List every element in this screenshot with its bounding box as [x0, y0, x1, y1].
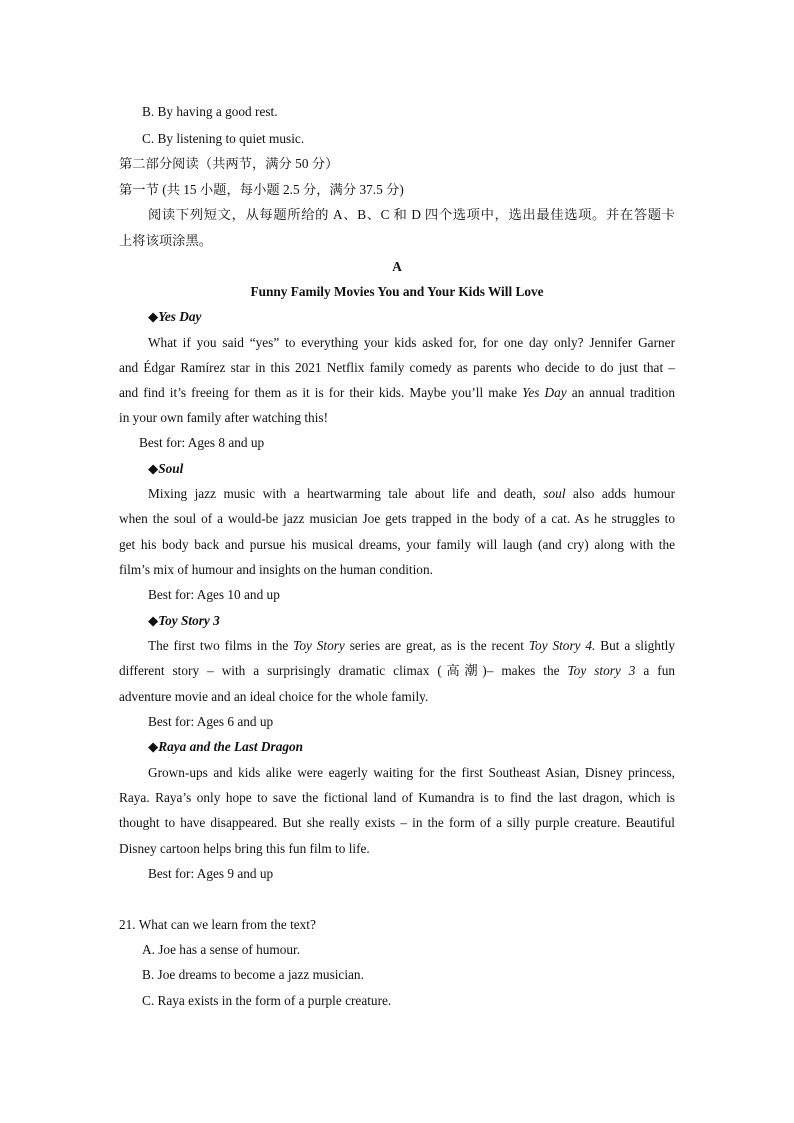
text-run: different story – with a surprisingly dramatic climax (高潮)– makes the	[119, 663, 560, 678]
section-subtitle: 第一节 (共 15 小题，每小题 2.5 分，满分 37.5 分)	[119, 182, 404, 197]
movie-heading-raya	[148, 738, 303, 756]
movie-title: Soul	[158, 461, 184, 476]
paragraph-line: when the soul of a would-be jazz musician Joe gets trapped in the body of a cat. As he struggles to	[119, 511, 675, 526]
paragraph-line	[148, 485, 675, 503]
text-run: Mixing jazz music with a heartwarming tale about life and death,	[148, 486, 536, 501]
instruction-line-2: 上将该项涂黑。	[119, 233, 213, 248]
diamond-bullet-icon: ◆	[148, 739, 159, 754]
movie-title: Raya and the Last Dragon	[158, 739, 304, 754]
instruction-line-1: 阅读下列短文，从每题所给的 A、B、C 和 D 四个选项中，选出最佳选项。并在答题卡	[148, 207, 675, 222]
paragraph-line	[119, 384, 675, 402]
part-title: 第二部分阅读（共两节，满分 50 分）	[119, 156, 339, 171]
prev-option-c: C. By listening to quiet music.	[142, 131, 305, 146]
best-for: Best for: Ages 10 and up	[148, 587, 280, 602]
diamond-bullet-icon: ◆	[148, 461, 159, 476]
diamond-bullet-icon: ◆	[148, 613, 159, 628]
movie-title-inline: Toy Story 4.	[528, 638, 596, 653]
paragraph-line: in your own family after watching this!	[119, 410, 329, 425]
text-run: But a slightly	[600, 638, 675, 653]
best-for: Best for: Ages 9 and up	[148, 866, 274, 881]
text-run: series are great, as is the recent	[349, 638, 524, 653]
movie-heading-yes-day	[148, 308, 201, 326]
movie-title-inline: Toy story 3	[567, 663, 636, 678]
paragraph-line: adventure movie and an ideal choice for the whole family.	[119, 689, 429, 704]
movie-title-inline: Yes Day	[522, 385, 567, 400]
passage-title: Funny Family Movies You and Your Kids Will Love	[250, 284, 544, 299]
paragraph-line: Disney cartoon helps bring this fun film to life.	[119, 841, 370, 856]
prev-option-b: B. By having a good rest.	[142, 104, 278, 119]
passage-letter: A	[392, 259, 402, 274]
question-option-c: C. Raya exists in the form of a purple creature.	[142, 993, 392, 1008]
text-run: a fun	[643, 663, 676, 678]
paragraph-line: get his body back and pursue his musical dreams, your family will laugh (and cry) along with the	[119, 537, 675, 552]
question-option-a: A. Joe has a sense of humour.	[142, 942, 301, 957]
movie-heading-toy-story-3	[148, 612, 220, 630]
movie-title-inline: soul	[543, 486, 566, 501]
text-run: The first two films in the	[148, 638, 289, 653]
paragraph-line: What if you said “yes” to everything your kids asked for, for one day only? Jennifer Garner	[148, 335, 675, 350]
text-run: and find it’s freeing for them as it is for their kids. Maybe you’ll make	[119, 385, 518, 400]
paragraph-line	[119, 662, 675, 680]
paragraph-line: and Édgar Ramírez star in this 2021 Netflix family comedy as parents who decide to do just that –	[119, 360, 675, 375]
text-run: also adds humour	[572, 486, 676, 501]
movie-title: Toy Story 3	[158, 613, 220, 628]
paragraph-line: Raya. Raya’s only hope to save the fictional land of Kumandra is to find the last dragon, which is	[119, 790, 675, 805]
movie-title-inline: Toy Story	[293, 638, 345, 653]
question-stem: 21. What can we learn from the text?	[119, 917, 316, 932]
text-run: an annual tradition	[571, 385, 675, 400]
best-for: Best for: Ages 6 and up	[148, 714, 274, 729]
paragraph-line: thought to have disappeared. But she really exists – in the form of a silly purple creature. Beautiful	[119, 815, 675, 830]
movie-heading-soul	[148, 460, 183, 478]
paragraph-line: Grown-ups and kids alike were eagerly waiting for the first Southeast Asian, Disney princess,	[148, 765, 675, 780]
question-option-b: B. Joe dreams to become a jazz musician.	[142, 967, 364, 982]
best-for: Best for: Ages 8 and up	[139, 435, 265, 450]
paragraph-line	[148, 637, 675, 655]
paragraph-line: film’s mix of humour and insights on the human condition.	[119, 562, 433, 577]
diamond-bullet-icon: ◆	[148, 309, 159, 324]
movie-title: Yes Day	[158, 309, 202, 324]
